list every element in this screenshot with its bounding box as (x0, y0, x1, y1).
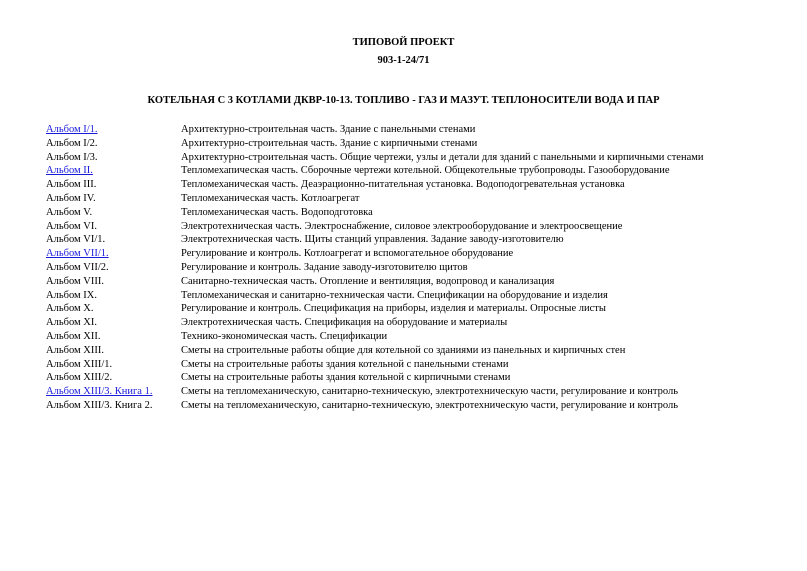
album-description: Тепломехапическая часть. Сборочные чертежи котельной. Общекотельные трубопроводы. Газооборудование (181, 165, 670, 177)
album-description: Архитектурно-строительная часть. Здание с панельными стенами (181, 124, 476, 135)
project-code: 903-1-24/71 (377, 55, 430, 66)
album-description: Сметы на тепломеханическую, санитарно-техническую, электротехническую части, регулирование и контроль (181, 399, 679, 411)
album-description: Регулирование и контроль. Задание заводу-изготовителю щитов (181, 261, 468, 273)
album-label: Альбом VIII. (46, 275, 104, 287)
album-row (46, 358, 786, 372)
album-row (46, 137, 786, 151)
album-description: Технико-экономическая часть. Спецификации (181, 330, 388, 342)
project-subtitle: КОТЕЛЬНАЯ С 3 КОТЛАМИ ДКВР-10-13. ТОПЛИВО - ГАЗ И МАЗУТ. ТЕПЛОНОСИТЕЛИ ВОДА И ПАР (147, 95, 660, 106)
album-description: Санитарно-техническая часть. Отопление и вентиляция, водопровод и канализация (181, 275, 555, 287)
album-label: Альбом IV. (46, 192, 96, 204)
album-label: Альбом VI/1. (46, 234, 106, 246)
album-description: Электротехническая часть. Щиты станций управления. Задание заводу-изготовителю (181, 234, 564, 246)
album-label: Альбом XIII/2. (46, 372, 113, 384)
album-label: Альбом VII/2. (46, 261, 109, 273)
album-description: Электротехническая часть. Спецификация на оборудование и материалы (181, 317, 508, 329)
album-description: Регулирование и контроль. Спецификация на приборы, изделия и материалы. Опросные листы (181, 303, 606, 315)
album-row (46, 247, 786, 261)
album-row (46, 151, 786, 165)
album-row (46, 123, 786, 137)
album-description: Архитектурно-строительная часть. Здание с кирпичными стенами (181, 137, 478, 149)
document-title: ТИПОВОЙ ПРОЕКТ (352, 37, 455, 48)
album-row (46, 371, 786, 385)
album-description: Тепломеханическая часть. Котлоагрегат (181, 192, 360, 204)
album-link[interactable]: Альбом I/1. (46, 124, 98, 135)
album-label: Альбом XII. (46, 330, 101, 342)
album-row (46, 206, 786, 220)
album-label: Альбом III. (46, 179, 97, 191)
album-description: Архитектурно-строительная часть. Общие чертежи, узлы и детали для зданий с панельными и кирпичными стенами (181, 151, 704, 163)
album-label: Альбом XIII. (46, 344, 104, 356)
album-row (46, 233, 786, 247)
album-description: Тепломеханическая часть. Водоподготовка (181, 206, 373, 218)
album-row (46, 399, 786, 413)
album-label: Альбом I/3. (46, 151, 98, 163)
album-row (46, 164, 786, 178)
album-label: Альбом XI. (46, 317, 97, 329)
album-row (46, 302, 786, 316)
album-description: Сметы на строительные работы здания котельной с кирпичными стенами (181, 372, 511, 384)
album-description: Тепломеханическая часть. Деаэрационно-питательная установка. Водоподогревательная установка (181, 179, 625, 191)
album-row (46, 289, 786, 303)
album-list (46, 123, 786, 413)
album-label: Альбом XIII/1. (46, 358, 113, 370)
album-row (46, 330, 786, 344)
album-row (46, 344, 786, 358)
album-row (46, 261, 786, 275)
album-row (46, 178, 786, 192)
album-label: Альбом X. (46, 303, 94, 315)
album-label: Альбом VI. (46, 220, 97, 232)
album-description: Тепломеханическая и санитарно-техническая части. Спецификации на оборудование и изделия (181, 289, 608, 301)
album-description: Сметы на тепломеханическую, санитарно-техническую, электротехническую части, регулирование и контроль (181, 386, 679, 398)
album-label: Альбом XIII/3. Книга 2. (46, 399, 153, 411)
album-label: Альбом IX. (46, 289, 97, 301)
album-row (46, 220, 786, 234)
album-description: Электротехническая часть. Электроснабжение, силовое электрооборудование и электроосвещение (181, 220, 623, 232)
album-row (46, 316, 786, 330)
album-link[interactable]: Альбом XIII/3. Книга 1. (46, 386, 153, 398)
album-row (46, 192, 786, 206)
album-description: Сметы на строительные работы здания котельной с панельными стенами (181, 358, 509, 370)
album-link[interactable]: Альбом VII/1. (46, 248, 109, 260)
album-description: Сметы на строительные работы общие для котельной со зданиями из панельных и кирпичных стен (181, 344, 626, 356)
album-row (46, 275, 786, 289)
album-label: Альбом I/2. (46, 137, 98, 149)
album-row (46, 385, 786, 399)
album-link[interactable]: Альбом II. (46, 165, 93, 177)
album-description: Регулирование и контроль. Котлоагрегат и вспомогательное оборудование (181, 248, 514, 260)
album-label: Альбом V. (46, 206, 93, 218)
